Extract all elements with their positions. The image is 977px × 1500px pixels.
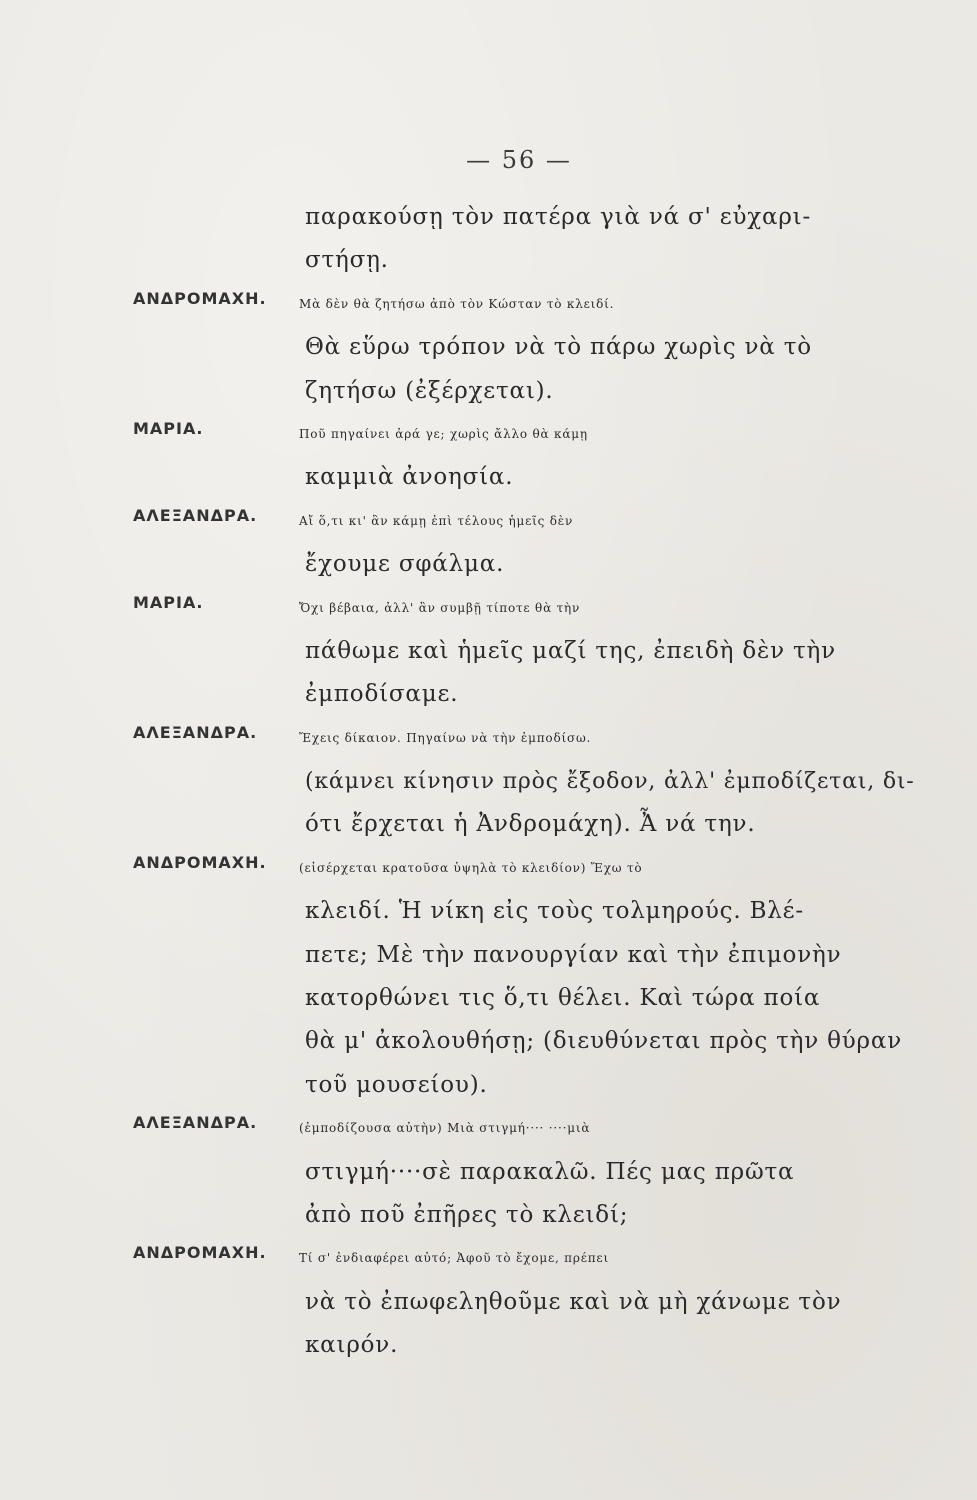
dialogue-line: (εἰσέρχεται κρατοῦσα ὑψηλὰ τὸ κλειδίον) Ἔχω τὸ — [299, 860, 643, 875]
speaker-name: ΑΛΕΞΑΝΔΡΑ. — [133, 1113, 258, 1133]
dialogue-line: ζητήσω (ἐξέρχεται). — [305, 377, 554, 404]
speaker-name: ΑΝΔΡΟΜΑΧΗ. — [133, 288, 267, 308]
play-text — [133, 196, 923, 1368]
speaker-name: ΜΑΡΙΑ. — [133, 418, 204, 438]
dialogue-entry — [133, 413, 923, 500]
dialogue-line: καμμιὰ ἀνοησία. — [305, 464, 514, 491]
dialogue-line: νὰ τὸ ἐπωφεληθοῦμε καὶ νὰ μὴ χάνωμε τὸν — [305, 1288, 842, 1315]
dialogue-line: ἀπὸ ποῦ ἐπῆρες τὸ κλειδί; — [305, 1201, 629, 1228]
dialogue-entry — [133, 1107, 923, 1237]
dialogue-line: στήσῃ. — [305, 247, 389, 274]
dialogue-entry — [133, 283, 923, 413]
dialogue-line: (κάμνει κίνησιν πρὸς ἔξοδον, ἀλλ' ἐμποδίζεται, δι- — [305, 769, 915, 795]
dialogue-line: ἐμποδίσαμε. — [305, 681, 459, 708]
dialogue-line: καιρόν. — [305, 1332, 399, 1359]
dialogue-entry — [133, 196, 923, 283]
dialogue-line: θὰ μ' ἀκολουθήσῃ; (διευθύνεται πρὸς τὴν θύραν — [305, 1028, 902, 1055]
speaker-name: ΑΝΔΡΟΜΑΧΗ. — [133, 1243, 267, 1263]
dialogue-line: τοῦ μουσείου). — [305, 1071, 488, 1098]
dialogue-entry — [133, 717, 923, 847]
dialogue-line: ότι ἔρχεται ἡ Ἀνδρομάχη). Ἆ νά την. — [305, 811, 756, 838]
dialogue-line: (ἐμποδίζουσα αὐτὴν) Μιὰ στιγμή···· ····μιὰ — [299, 1121, 591, 1136]
speaker-name: ΜΑΡΙΑ. — [133, 592, 204, 612]
dialogue-line: Ἔχεις δίκαιον. Πηγαίνω νὰ τὴν ἐμποδίσω. — [299, 730, 592, 745]
page-number: — 56 — — [466, 146, 572, 174]
dialogue-entry — [133, 1237, 923, 1367]
dialogue-entry — [133, 847, 923, 1107]
speaker-name: ΑΝΔΡΟΜΑΧΗ. — [133, 852, 267, 872]
dialogue-entry — [133, 500, 923, 587]
dialogue-line: Θὰ εὕρω τρόπον νὰ τὸ πάρω χωρὶς νὰ τὸ — [305, 334, 812, 361]
dialogue-line: Ποῦ πηγαίνει ἀρά γε; χωρὶς ἄλλο θὰ κάμῃ — [299, 426, 588, 441]
dialogue-line: Μὰ δὲν θὰ ζητήσω ἀπὸ τὸν Κώσταν τὸ κλειδί. — [299, 296, 615, 311]
speaker-name: ΑΛΕΞΑΝΔΡΑ. — [133, 722, 258, 742]
dialogue-line: κλειδί. Ἡ νίκη εἰς τοὺς τολμηρούς. Βλέ- — [305, 898, 804, 925]
dialogue-line: κατορθώνει τις ὅ,τι θέλει. Καὶ τώρα ποία — [305, 985, 821, 1012]
dialogue-line: πάθωμε καὶ ἡμεῖς μαζί της, ἐπειδὴ δὲν τὴν — [305, 637, 836, 664]
dialogue-line: πετε; Μὲ τὴν πανουργίαν καὶ τὴν ἐπιμονὴν — [305, 941, 842, 968]
dialogue-entry — [133, 587, 923, 717]
dialogue-line: ἔχουμε σφάλμα. — [305, 551, 505, 578]
dialogue-line: Ὄχι βέβαια, ἀλλ' ἂν συμβῇ τίποτε θὰ τὴν — [299, 600, 581, 615]
dialogue-line: παρακούσῃ τὸν πατέρα γιὰ νά σ' εὐχαρι- — [305, 204, 812, 230]
dialogue-line: στιγμή····σὲ παρακαλῶ. Πές μας πρῶτα — [305, 1158, 795, 1185]
dialogue-line: Τί σ' ἐνδιαφέρει αὐτό; Ἀφοῦ τὸ ἔχομε, πρέπει — [299, 1251, 609, 1266]
speaker-name: ΑΛΕΞΑΝΔΡΑ. — [133, 505, 258, 525]
dialogue-line: Αἴ ὅ,τι κι' ἂν κάμῃ ἐπὶ τέλους ἡμεῖς δὲν — [299, 513, 574, 528]
